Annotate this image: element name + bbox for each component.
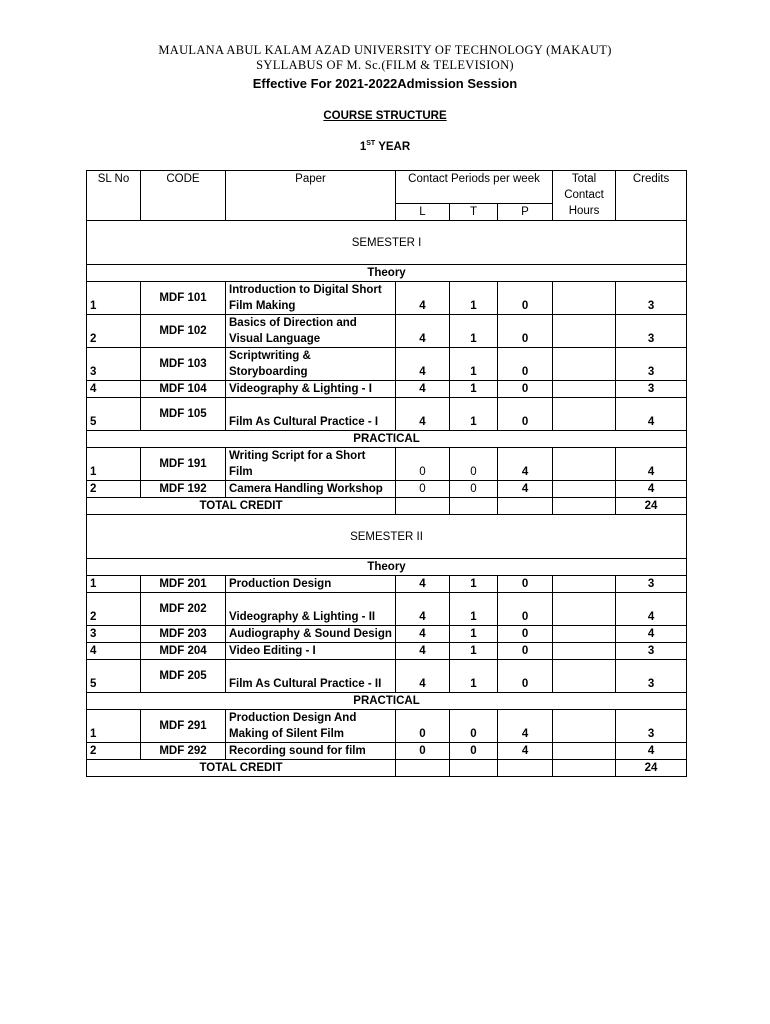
lecture-cell: 4 xyxy=(396,315,450,348)
total-hours-cell xyxy=(553,282,616,315)
total-credit-label: TOTAL CREDIT xyxy=(87,760,396,777)
code-cell: MDF 203 xyxy=(141,626,226,643)
syllabus-title: SYLLABUS OF M. Sc.(FILM & TELEVISION) xyxy=(256,58,514,72)
total-hours-cell xyxy=(553,660,616,693)
total-hours-empty-cell xyxy=(553,498,616,515)
total-p-cell xyxy=(498,498,553,515)
lecture-cell: 0 xyxy=(396,743,450,760)
col-header-l: L xyxy=(396,204,450,221)
credits-cell: 3 xyxy=(616,315,687,348)
total-hours-cell xyxy=(553,593,616,626)
total-l-cell xyxy=(396,498,450,515)
paper-cell: Film As Cultural Practice - I xyxy=(226,398,396,431)
practical-cell: 4 xyxy=(498,710,553,743)
practical-cell: 0 xyxy=(498,348,553,381)
col-header-paper: Paper xyxy=(226,171,396,221)
credits-cell: 3 xyxy=(616,381,687,398)
practical-label-row xyxy=(87,693,687,710)
total-hours-cell xyxy=(553,348,616,381)
paper-cell: Audiography & Sound Design xyxy=(226,626,396,643)
tutorial-cell: 0 xyxy=(450,448,498,481)
table-header-row xyxy=(87,171,687,204)
year-word: YEAR xyxy=(375,140,411,153)
lecture-cell: 0 xyxy=(396,710,450,743)
col-header-code: CODE xyxy=(141,171,226,221)
semester-title-row xyxy=(87,221,687,265)
practical-cell: 0 xyxy=(498,626,553,643)
paper-cell: Film As Cultural Practice - II xyxy=(226,660,396,693)
total-hours-cell xyxy=(553,710,616,743)
total-hours-cell xyxy=(553,381,616,398)
sl-cell: 5 xyxy=(87,398,141,431)
lecture-cell: 4 xyxy=(396,626,450,643)
practical-cell: 0 xyxy=(498,660,553,693)
sl-cell: 2 xyxy=(87,743,141,760)
practical-cell: 0 xyxy=(498,398,553,431)
tutorial-cell: 1 xyxy=(450,381,498,398)
practical-cell: 0 xyxy=(498,593,553,626)
lecture-cell: 4 xyxy=(396,348,450,381)
code-cell: MDF 291 xyxy=(141,710,226,743)
practical-cell: 0 xyxy=(498,576,553,593)
sl-cell: 3 xyxy=(87,626,141,643)
semester-title-row xyxy=(87,515,687,559)
total-hours-cell xyxy=(553,448,616,481)
lecture-cell: 4 xyxy=(396,643,450,660)
practical-cell: 4 xyxy=(498,481,553,498)
semester-title: SEMESTER I xyxy=(87,221,687,265)
credits-cell: 3 xyxy=(616,348,687,381)
tutorial-cell: 1 xyxy=(450,348,498,381)
paper-cell: Writing Script for a Short Film xyxy=(226,448,396,481)
lecture-cell: 0 xyxy=(396,481,450,498)
code-cell: MDF 202 xyxy=(141,593,226,626)
theory-label: Theory xyxy=(87,559,687,576)
course-row xyxy=(87,381,687,398)
practical-cell: 4 xyxy=(498,448,553,481)
paper-cell: Videography & Lighting - I xyxy=(226,381,396,398)
credits-cell: 4 xyxy=(616,743,687,760)
col-header-sl: SL No xyxy=(87,171,141,221)
sl-cell: 4 xyxy=(87,381,141,398)
paper-cell: Camera Handling Workshop xyxy=(226,481,396,498)
year-ordinal: ST xyxy=(366,140,376,147)
sl-cell: 1 xyxy=(87,576,141,593)
paper-cell: Production Design xyxy=(226,576,396,593)
credits-cell: 3 xyxy=(616,643,687,660)
year-heading xyxy=(0,140,770,153)
total-credit-label: TOTAL CREDIT xyxy=(87,498,396,515)
practical-label: PRACTICAL xyxy=(87,431,687,448)
practical-cell: 0 xyxy=(498,643,553,660)
sl-cell: 1 xyxy=(87,710,141,743)
university-title: MAULANA ABUL KALAM AZAD UNIVERSITY OF TECHNOLOGY (MAKAUT) xyxy=(158,43,612,57)
code-cell: MDF 105 xyxy=(141,398,226,431)
theory-label: Theory xyxy=(87,265,687,282)
sl-cell: 1 xyxy=(87,282,141,315)
lecture-cell: 4 xyxy=(396,282,450,315)
credits-cell: 4 xyxy=(616,448,687,481)
tutorial-cell: 1 xyxy=(450,576,498,593)
code-cell: MDF 192 xyxy=(141,481,226,498)
practical-cell: 0 xyxy=(498,381,553,398)
lecture-cell: 4 xyxy=(396,398,450,431)
year-number: 1 xyxy=(359,140,367,153)
paper-cell: Video Editing - I xyxy=(226,643,396,660)
sl-cell: 1 xyxy=(87,448,141,481)
total-credit-value: 24 xyxy=(616,760,687,777)
total-hours-cell xyxy=(553,743,616,760)
course-row xyxy=(87,626,687,643)
code-cell: MDF 103 xyxy=(141,348,226,381)
code-cell: MDF 104 xyxy=(141,381,226,398)
practical-label-row xyxy=(87,431,687,448)
total-credit-value: 24 xyxy=(616,498,687,515)
theory-label-row xyxy=(87,265,687,282)
semester-title: SEMESTER II xyxy=(87,515,687,559)
paper-cell: Videography & Lighting - II xyxy=(226,593,396,626)
code-cell: MDF 101 xyxy=(141,282,226,315)
code-cell: MDF 204 xyxy=(141,643,226,660)
tutorial-cell: 0 xyxy=(450,481,498,498)
course-row xyxy=(87,282,687,315)
lecture-cell: 4 xyxy=(396,660,450,693)
course-row xyxy=(87,481,687,498)
credits-cell: 4 xyxy=(616,398,687,431)
sl-cell: 2 xyxy=(87,593,141,626)
course-row xyxy=(87,643,687,660)
course-row xyxy=(87,660,687,693)
total-hours-cell xyxy=(553,315,616,348)
sl-cell: 3 xyxy=(87,348,141,381)
course-row xyxy=(87,448,687,481)
total-hours-cell xyxy=(553,398,616,431)
total-hours-cell xyxy=(553,576,616,593)
total-t-cell xyxy=(450,498,498,515)
code-cell: MDF 205 xyxy=(141,660,226,693)
total-hours-cell xyxy=(553,626,616,643)
credits-cell: 3 xyxy=(616,660,687,693)
lecture-cell: 4 xyxy=(396,381,450,398)
total-credit-row xyxy=(87,760,687,777)
tutorial-cell: 0 xyxy=(450,743,498,760)
code-cell: MDF 292 xyxy=(141,743,226,760)
tutorial-cell: 1 xyxy=(450,643,498,660)
course-structure-table xyxy=(86,170,687,777)
total-hours-cell xyxy=(553,481,616,498)
credits-cell: 3 xyxy=(616,710,687,743)
tutorial-cell: 1 xyxy=(450,282,498,315)
total-t-cell xyxy=(450,760,498,777)
total-l-cell xyxy=(396,760,450,777)
paper-cell: Basics of Direction and Visual Language xyxy=(226,315,396,348)
code-cell: MDF 191 xyxy=(141,448,226,481)
credits-cell: 4 xyxy=(616,593,687,626)
paper-cell: Production Design And Making of Silent Film xyxy=(226,710,396,743)
col-header-credits: Credits xyxy=(616,171,687,221)
lecture-cell: 4 xyxy=(396,593,450,626)
code-cell: MDF 201 xyxy=(141,576,226,593)
total-hours-cell xyxy=(553,643,616,660)
lecture-cell: 4 xyxy=(396,576,450,593)
code-cell: MDF 102 xyxy=(141,315,226,348)
course-row xyxy=(87,398,687,431)
course-row xyxy=(87,593,687,626)
credits-cell: 4 xyxy=(616,481,687,498)
lecture-cell: 0 xyxy=(396,448,450,481)
sl-cell: 5 xyxy=(87,660,141,693)
course-row xyxy=(87,348,687,381)
course-structure-heading: COURSE STRUCTURE xyxy=(323,110,447,122)
sl-cell: 2 xyxy=(87,481,141,498)
tutorial-cell: 1 xyxy=(450,593,498,626)
effective-session: Effective For 2021-2022Admission Session xyxy=(252,76,518,91)
course-row xyxy=(87,743,687,760)
practical-cell: 0 xyxy=(498,315,553,348)
credits-cell: 3 xyxy=(616,576,687,593)
course-row xyxy=(87,710,687,743)
sl-cell: 4 xyxy=(87,643,141,660)
tutorial-cell: 1 xyxy=(450,660,498,693)
paper-cell: Introduction to Digital Short Film Making xyxy=(226,282,396,315)
total-hours-empty-cell xyxy=(553,760,616,777)
course-row xyxy=(87,315,687,348)
credits-cell: 4 xyxy=(616,626,687,643)
credits-cell: 3 xyxy=(616,282,687,315)
total-credit-row xyxy=(87,498,687,515)
practical-label: PRACTICAL xyxy=(87,693,687,710)
col-header-p: P xyxy=(498,204,553,221)
paper-cell: Recording sound for film xyxy=(226,743,396,760)
practical-cell: 4 xyxy=(498,743,553,760)
paper-cell: Scriptwriting & Storyboarding xyxy=(226,348,396,381)
col-header-contact: Contact Periods per week xyxy=(396,171,553,204)
sl-cell: 2 xyxy=(87,315,141,348)
tutorial-cell: 0 xyxy=(450,710,498,743)
practical-cell: 0 xyxy=(498,282,553,315)
tutorial-cell: 1 xyxy=(450,315,498,348)
tutorial-cell: 1 xyxy=(450,398,498,431)
tutorial-cell: 1 xyxy=(450,626,498,643)
theory-label-row xyxy=(87,559,687,576)
course-row xyxy=(87,576,687,593)
total-p-cell xyxy=(498,760,553,777)
col-header-total-hours: Total Contact Hours xyxy=(553,171,616,221)
col-header-t: T xyxy=(450,204,498,221)
